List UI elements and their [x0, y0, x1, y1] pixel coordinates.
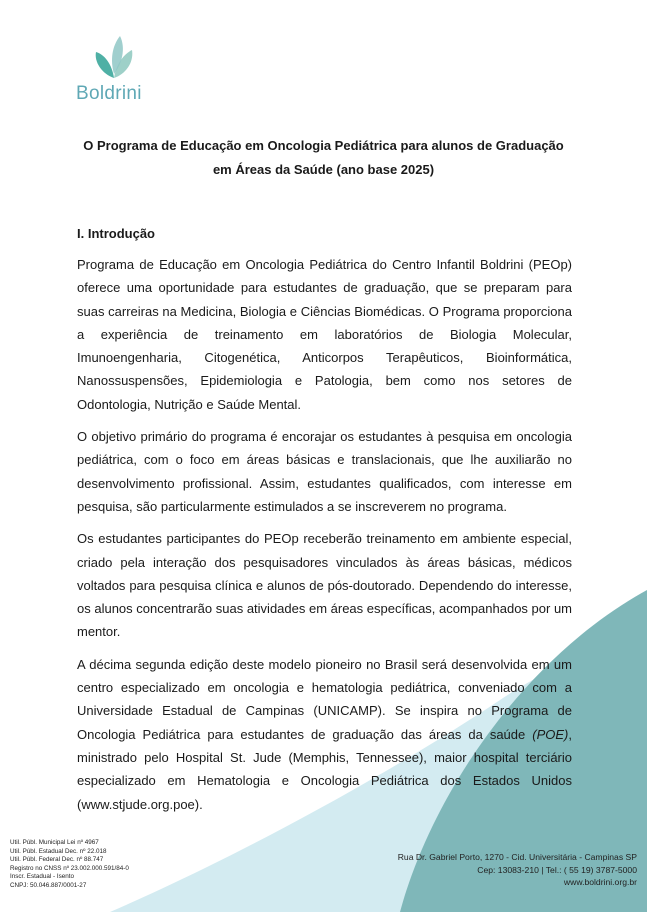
paragraph: O objetivo primário do programa é encorajar os estudantes à pesquisa em oncologia pediátrica, com o foco em áreas básicas e translacionais, que lhe auxiliarão no desenvolvimento profissional. Assim, estudantes qualificados, com interesse em pesquisa, são particularmente estimulados a se inscreverem no programa.	[77, 429, 572, 514]
registry-info	[10, 839, 129, 891]
boldrini-logo	[74, 34, 154, 106]
footer-address-block	[398, 851, 637, 889]
title-line-1: O Programa de Educação em Oncologia Pediátrica para alunos de Graduação	[83, 138, 564, 153]
footer-contact: Cep: 13083-210 | Tel.: ( 55 19) 3787-5000	[477, 864, 637, 875]
registry-line: CNPJ: 50.046.887/0001-27	[10, 881, 87, 889]
registry-line: Registro no CNSS nº 23.002.000.591/84-0	[10, 864, 129, 872]
poe-italic: (POE)	[532, 726, 569, 742]
section-heading: I. Introdução	[77, 226, 155, 241]
logo-wordmark: Boldrini	[76, 83, 142, 104]
paragraph-text: A décima segunda edição deste modelo pioneiro no Brasil será desenvolvida em um centro especializado em oncologia e hematologia pediátrica, conveniado com a Universidade Estadual de Campinas (UNICAMP). Se inspira no Programa de Oncologia Pediátrica para estudantes de graduação das áreas da saúde	[77, 656, 572, 742]
registry-line: Util. Públ. Federal Dec. nº 88.747	[10, 856, 104, 864]
title-line-2: em Áreas da Saúde (ano base 2025)	[212, 162, 435, 177]
registry-line: Util. Públ. Estadual Dec. nº 22.018	[10, 847, 107, 855]
butterfly-logo-icon	[92, 34, 136, 82]
footer-address: Rua Dr. Gabriel Porto, 1270 - Cid. Universitária - Campinas SP	[397, 852, 637, 862]
paragraph: Programa de Educação em Oncologia Pediátrica do Centro Infantil Boldrini (PEOp) oferece uma oportunidade para estudantes de graduação, que se preparam para suas carreiras na Medicina, Biologia e Ciências Biomédicas. O Programa proporciona a experiência de treinamento em laboratórios de Biologia Molecular, Imunoengenharia, Citogenética, Anticorpos Terapêuticos, Bioinformática, Nanossuspensões, Epidemiologia e Patologia, bem como nos setores de Odontologia, Nutrição e Saúde Mental.	[77, 257, 572, 412]
registry-line: Util. Públ. Municipal Lei nº 4967	[10, 839, 99, 846]
paragraph: Os estudantes participantes do PEOp receberão treinamento em ambiente especial, criado pela interação dos pesquisadores vinculados às áreas básicas, médicos voltados para pesquisa clínica e alunos de pós-doutorado. Dependendo do interesse, os alunos concentrarão suas atividades em áreas específicas, acompanhados por um mentor.	[77, 531, 573, 640]
registry-line: Inscr. Estadual - Isento	[10, 873, 75, 881]
paragraph-text: , ministrado pelo Hospital St. Jude (Memphis, Tennessee), maior hospital terciário especializado em Hematologia e Oncologia Pediátrica dos Estados Unidos (www.stjude.org.poe).	[77, 726, 572, 812]
paragraph	[77, 653, 572, 816]
introduction-body	[77, 253, 572, 825]
footer-website: www.boldrini.org.br	[563, 877, 637, 888]
document-title	[60, 134, 587, 182]
